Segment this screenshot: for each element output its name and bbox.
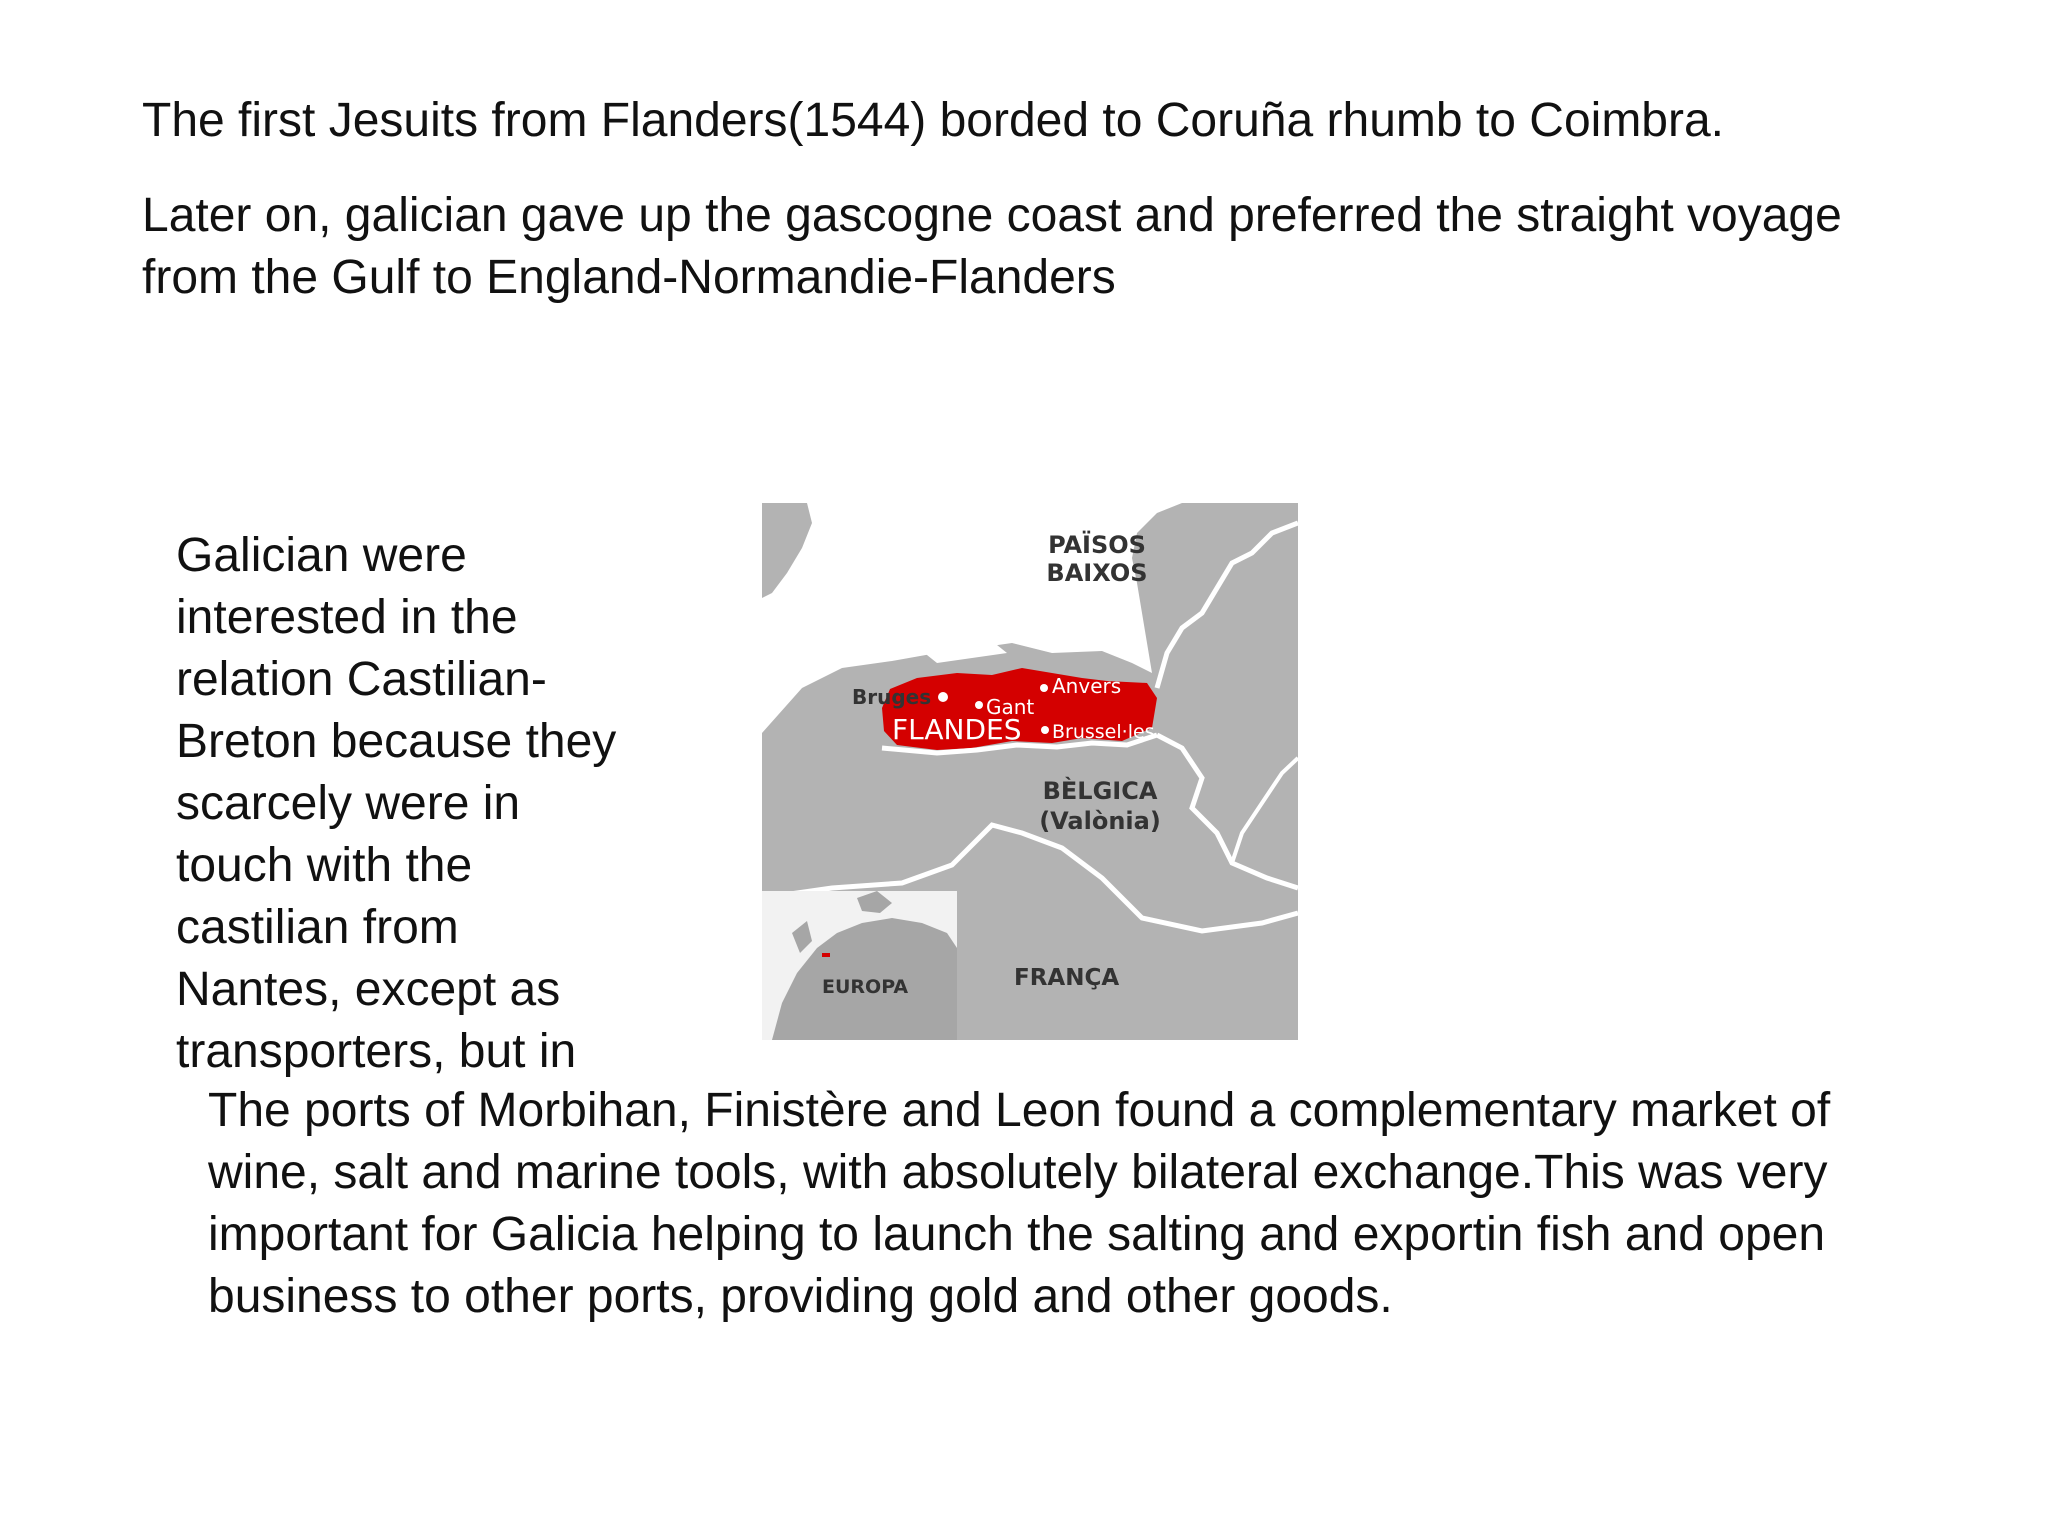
intro-paragraph: The first Jesuits from Flanders(1544) borded to Coruña rhumb to Coimbra.	[142, 94, 1725, 147]
map-label-baixos: BAIXOS	[1046, 559, 1148, 587]
bruges-dot	[938, 692, 948, 702]
paragraph-line: business to other ports, providing gold and other goods.	[208, 1270, 1393, 1323]
map-label-valonia: (Valònia)	[1039, 807, 1161, 835]
map-label-europa: EUROPA	[822, 976, 909, 998]
paragraph-line: interested in the	[176, 591, 518, 644]
map-label-bruges: Bruges	[852, 685, 932, 709]
paragraph-line: wine, salt and marine tools, with absolutely bilateral exchange.This was very	[208, 1146, 1828, 1199]
map-label-paisos: PAÏSOS	[1048, 531, 1146, 559]
galician-paragraph	[176, 525, 616, 1083]
paragraph-line: scarcely were in	[176, 777, 521, 830]
brussel-dot	[1041, 726, 1049, 734]
paragraph-line: The ports of Morbihan, Finistère and Leon found a complementary market of	[208, 1084, 1831, 1137]
paragraph-line: touch with the	[176, 839, 473, 892]
paragraph-line: transporters, but in	[176, 1025, 577, 1078]
map-label-flandes: FLANDES	[892, 713, 1022, 746]
map-label-brussel: Brussel·les	[1052, 721, 1155, 743]
flanders-map	[762, 503, 1298, 1040]
map-label-franca: FRANÇA	[1014, 965, 1120, 991]
anvers-dot	[1040, 684, 1048, 692]
paragraph-line: Galician were	[176, 529, 467, 582]
europe-inset-flanders-marker	[822, 953, 830, 957]
paragraph-line: Later on, galician gave up the gascogne coast and preferred the straight voyage	[142, 189, 1842, 242]
paragraph-line: relation Castilian-	[176, 653, 547, 706]
map-label-belgica: BÈLGICA	[1042, 777, 1158, 805]
map-label-gant: Gant	[986, 695, 1035, 719]
paragraph-line: from the Gulf to England-Normandie-Flanders	[142, 251, 1116, 304]
paragraph-line: important for Galicia helping to launch the salting and exportin fish and open	[208, 1208, 1826, 1261]
paragraph-line: Breton because they	[176, 715, 617, 768]
ports-paragraph	[208, 1080, 1830, 1328]
gant-dot	[975, 701, 983, 709]
paragraph-line: Nantes, except as	[176, 963, 561, 1016]
map-label-anvers: Anvers	[1052, 674, 1122, 698]
paragraph-line: castilian from	[176, 901, 459, 954]
later-paragraph	[142, 185, 1842, 309]
